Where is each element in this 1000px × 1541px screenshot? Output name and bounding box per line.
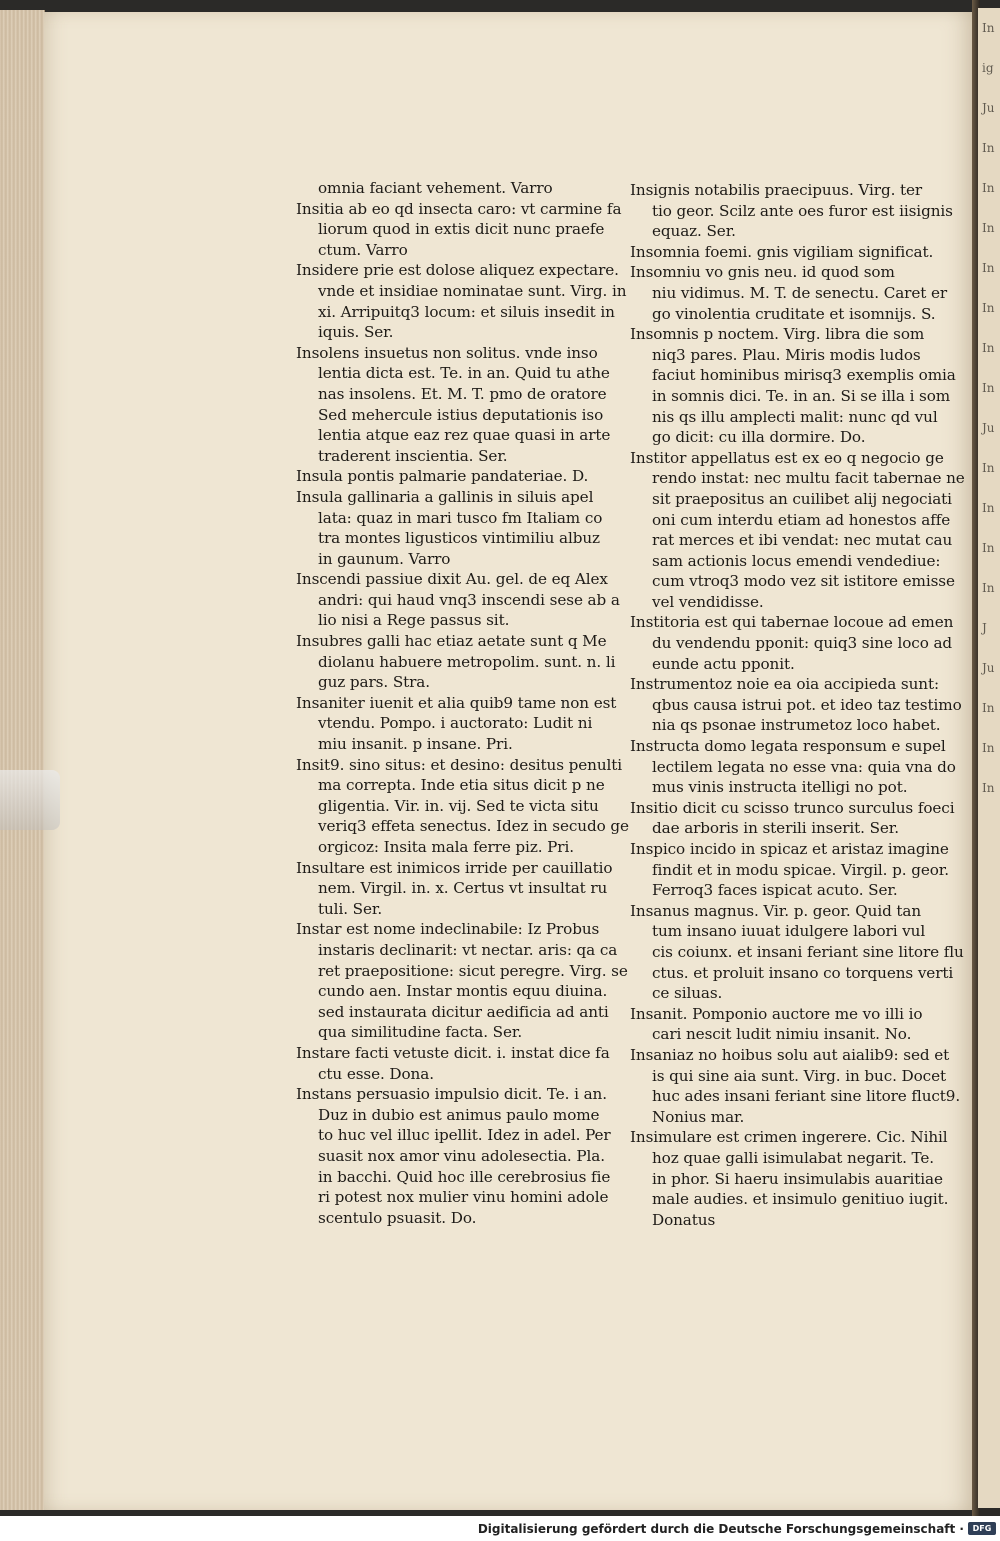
text-line: Insanus magnus. Vir. p. geor. Quid tan [630, 901, 922, 920]
text-line: ma correpta. Inde etia situs dicit p ne [318, 776, 605, 795]
text-line: Insitio dicit cu scisso trunco surculus foeci [630, 798, 955, 817]
text-line: Instar est nome indeclinabile: Iz Probus [296, 920, 600, 939]
next-page-fragment: Ju [982, 421, 995, 435]
text-line: nis qs illu amplecti malit: nunc qd vul [652, 407, 938, 426]
text-line: cundo aen. Instar montis equu diuina. [318, 982, 608, 1001]
text-line: Sed mehercule istius deputationis iso [318, 405, 604, 424]
text-line: niu vidimus. M. T. de senectu. Caret er [652, 283, 947, 302]
next-page-fragment: In [982, 541, 995, 555]
text-line: Instans persuasio impulsio dicit. Te. i an. [296, 1085, 607, 1104]
text-line: sit praepositus an cuilibet alij negociati [652, 489, 952, 508]
text-line: equaz. Ser. [652, 222, 736, 241]
dfg-logo-icon: DFG [968, 1522, 996, 1535]
text-column-left [296, 178, 629, 1228]
text-line: cari nescit ludit nimiu insanit. No. [652, 1025, 912, 1044]
text-line: huc ades insani feriant sine litore fluct9. [652, 1087, 961, 1106]
text-line: Insolens insuetus non solitus. vnde inso [296, 343, 598, 362]
next-page-fragment: In [982, 301, 995, 315]
text-line: Insimulare est crimen ingerere. Cic. Nihil [630, 1128, 948, 1147]
text-line: Ferroq3 faces ispicat acuto. Ser. [652, 881, 898, 900]
text-line: lectilem legata no esse vna: quia vna do [652, 757, 956, 776]
text-line: xi. Arripuitq3 locum: et siluis insedit in [318, 302, 615, 321]
text-line: Donatus [652, 1210, 716, 1229]
text-line: Insaniaz no hoibus solu aut aialib9: sed et [630, 1045, 950, 1064]
text-line: Insignis notabilis praecipuus. Virg. ter [630, 181, 923, 199]
text-line: Insitia ab eo qd insecta caro: vt carmine fa [296, 199, 622, 218]
next-page-fragment: Ju [982, 101, 995, 115]
text-line: iquis. Ser. [318, 323, 394, 342]
text-line: Insomnia foemi. gnis vigiliam significat. [630, 242, 934, 261]
text-line: ri potest nox mulier vinu homini adole [318, 1188, 609, 1207]
text-line: oni cum interdu etiam ad honestos affe [652, 510, 951, 529]
text-line: lentia atque eaz rez quae quasi in arte [318, 426, 611, 445]
text-line: tio geor. Scilz ante oes furor est iisignis [652, 201, 953, 220]
text-line: miu insanit. p insane. Pri. [318, 735, 513, 754]
text-line: Nonius mar. [652, 1107, 745, 1126]
text-line: in bacchi. Quid hoc ille cerebrosius fie [318, 1167, 611, 1186]
text-line: niq3 pares. Plau. Miris modis ludos [652, 345, 921, 364]
text-line: to huc vel illuc ipellit. Idez in adel. Per [318, 1126, 611, 1145]
text-line: rendo instat: nec multu facit tabernae ne [652, 469, 965, 488]
text-line: liorum quod in extis dicit nunc praefe [318, 220, 605, 239]
text-line: scentulo psuasit. Do. [318, 1208, 477, 1227]
text-line: findit et in modu spicae. Virgil. p. geor. [652, 860, 949, 879]
text-line: Instare facti vetuste dicit. i. instat dice fa [296, 1043, 610, 1062]
text-line: Insomnis p noctem. Virg. libra die som [630, 325, 925, 344]
text-line: vtendu. Pompo. i auctorato: Ludit ni [318, 714, 593, 733]
next-page-fragment: J [982, 621, 987, 635]
text-line: diolanu habuere metropolim. sunt. n. li [318, 652, 616, 671]
text-line: lata: quaz in mari tusco fm Italiam co [318, 508, 603, 527]
next-page-fragment: In [982, 501, 995, 515]
next-page-fragment: In [982, 181, 995, 195]
text-line: faciut hominibus mirisq3 exemplis omia [652, 366, 956, 385]
text-line: nas insolens. Et. M. T. pmo de oratore [318, 384, 607, 403]
text-line: tuli. Ser. [318, 899, 383, 918]
text-line: in phor. Si haeru insimulabis auaritiae [652, 1169, 943, 1188]
page-clip [0, 770, 60, 830]
next-page-fragment: In [982, 21, 995, 35]
next-page-fragment: Ju [982, 661, 995, 675]
text-line: lentia dicta est. Te. in an. Quid tu athe [318, 364, 610, 383]
next-page-fragment: In [982, 781, 995, 795]
text-line: gligentia. Vir. in. vij. Sed te victa situ [318, 796, 599, 815]
next-page-fragment: In [982, 701, 995, 715]
text-line: tra montes ligusticos vintimiliu albuz [318, 529, 600, 548]
text-line: Insanit. Pomponio auctore me vo illi io [630, 1004, 923, 1023]
text-line: Insit9. sino situs: et desino: desitus penulti [296, 755, 623, 774]
text-line: go dicit: cu illa dormire. Do. [652, 428, 866, 447]
text-line: nia qs psonae instrumetoz loco habet. [652, 716, 941, 735]
text-line: Instructa domo legata responsum e supel [630, 737, 946, 756]
text-line: in gaunum. Varro [318, 549, 451, 568]
text-line: orgicoz: Insita mala ferre piz. Pri. [318, 838, 574, 856]
text-line: ctum. Varro [318, 240, 408, 259]
text-line: sed instaurata dicitur aedificia ad anti [318, 1002, 609, 1021]
text-line: ctu esse. Dona. [318, 1064, 434, 1083]
text-line: Inspico incido in spicaz et aristaz imagine [630, 840, 949, 858]
next-page-fragment: ig [982, 61, 994, 75]
text-line: lio nisi a Rege passus sit. [318, 611, 510, 630]
text-line: go vinolentia cruditate et isomnijs. S. [652, 304, 936, 323]
text-line: is qui sine aia sunt. Virg. in buc. Docet [652, 1066, 946, 1085]
next-page-fragment: In [982, 581, 995, 595]
text-line: ret praepositione: sicut peregre. Virg. se [318, 961, 628, 980]
text-line: du vendendu pponit: quiq3 sine loco ad [652, 634, 953, 653]
text-line: ce siluas. [652, 984, 723, 1003]
left-page-edge [0, 10, 45, 1510]
text-line: Inscendi passiue dixit Au. gel. de eq Alex [296, 570, 608, 589]
text-line: in somnis dici. Te. in an. Si se illa i som [652, 386, 951, 405]
text-line: ctus. et proluit insano co torquens verti [652, 963, 954, 982]
text-line: Insultare est inimicos irride per cauillatio [296, 858, 613, 877]
text-line: Insidere prie est dolose aliquez expectare. [296, 261, 619, 280]
text-line: omnia faciant vehement. Varro [318, 179, 553, 197]
next-page-fragment: In [982, 741, 995, 755]
text-line: mus vinis instructa itelligi no pot. [652, 778, 908, 797]
text-line: Insula gallinaria a gallinis in siluis apel [296, 487, 594, 506]
text-line: hoz quae galli isimulabat negarit. Te. [652, 1148, 935, 1167]
text-line: cis coiunx. et insani feriant sine litore flu [652, 942, 964, 961]
text-line: Institoria est qui tabernae locoue ad emen [630, 613, 954, 632]
text-line: Duz in dubio est animus paulo mome [318, 1105, 600, 1124]
next-page-fragment: In [982, 261, 995, 275]
text-line: male audies. et insimulo genitiuo iugit. [652, 1190, 949, 1209]
text-line: Insaniter iuenit et alia quib9 tame non est [296, 693, 617, 712]
funding-notice: Digitalisierung gefördert durch die Deutsche Forschungsgemeinschaft · [477, 1522, 964, 1536]
text-line: guz pars. Stra. [318, 673, 430, 692]
next-page-fragment: In [982, 221, 995, 235]
text-line: Insubres galli hac etiaz aetate sunt q Me [296, 632, 607, 651]
text-line: qua similitudine facta. Ser. [318, 1023, 523, 1042]
next-page-edge [978, 8, 1000, 1508]
text-line: andri: qui haud vnq3 inscendi sese ab a [318, 590, 620, 609]
footer-bar [0, 1516, 1000, 1541]
text-line: Instrumentoz noie ea oia accipieda sunt: [630, 675, 939, 694]
text-column-right [630, 180, 965, 1230]
text-line: rat merces et ibi vendat: nec mutat cau [652, 531, 953, 550]
text-line: qbus causa istrui pot. et ideo taz testimo [652, 695, 962, 714]
next-page-fragment: In [982, 381, 995, 395]
text-line: dae arboris in sterili inserit. Ser. [652, 819, 900, 838]
text-line: vnde et insidiae nominatae sunt. Virg. in [318, 281, 627, 300]
text-line: nem. Virgil. in. x. Certus vt insultat ru [318, 879, 608, 898]
text-line: vel vendidisse. [652, 592, 764, 611]
next-page-fragment: In [982, 341, 995, 355]
next-page-fragment: In [982, 141, 995, 155]
text-line: veriq3 effeta senectus. Idez in secudo ge [318, 817, 629, 836]
text-line: suasit nox amor vinu adolesectia. Pla. [318, 1146, 605, 1165]
text-line: instaris declinarit: vt nectar. aris: qa ca [318, 940, 618, 959]
text-line: cum vtroq3 modo vez sit istitore emisse [652, 572, 955, 591]
text-line: sam actionis locus emendi vendediue: [652, 551, 941, 570]
next-page-fragment: In [982, 461, 995, 475]
text-line: tum insano iuuat idulgere labori vul [652, 922, 926, 941]
text-line: eunde actu pponit. [652, 654, 795, 673]
text-line: Insomniu vo gnis neu. id quod som [630, 263, 895, 282]
text-line: traderent inscientia. Ser. [318, 446, 508, 465]
text-line: Insula pontis palmarie pandateriae. D. [296, 467, 589, 486]
text-line: Institor appellatus est ex eo q negocio ge [630, 448, 944, 467]
